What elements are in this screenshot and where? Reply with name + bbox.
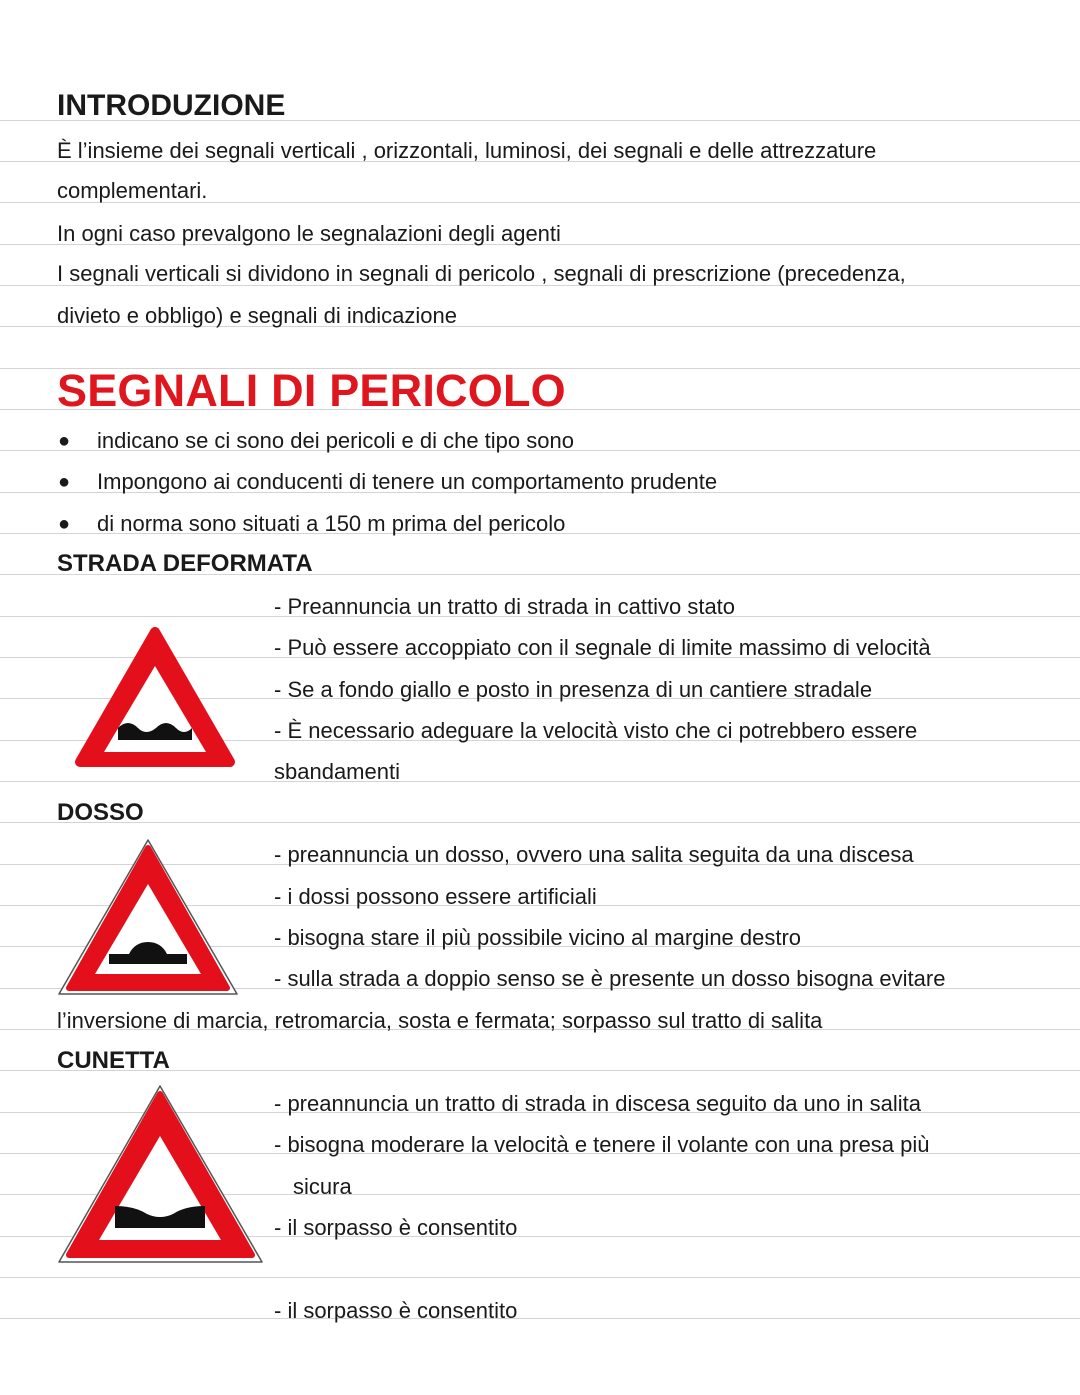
- cunetta-line: - il sorpasso è consentito: [274, 1298, 518, 1323]
- intro-line: complementari.: [57, 178, 208, 203]
- dosso-line: - preannuncia un dosso, ovvero una salita seguita da una discesa: [274, 842, 914, 867]
- danger-title: SEGNALI DI PERICOLO: [57, 365, 566, 416]
- cunetta-line: sicura: [293, 1174, 352, 1199]
- speed-bump-sign-icon: [55, 836, 241, 1000]
- strada-line: - Può essere accoppiato con il segnale di limite massimo di velocità: [274, 635, 931, 660]
- strada-line: - Preannuncia un tratto di strada in cattivo stato: [274, 594, 736, 619]
- strada-line: sbandamenti: [274, 759, 400, 784]
- dosso-line: - i dossi possono essere artificiali: [274, 884, 597, 909]
- ruled-line: [0, 1318, 1080, 1319]
- intro-line: In ogni caso prevalgono le segnalazioni degli agenti: [57, 221, 561, 246]
- intro-line: È l’insieme dei segnali verticali , orizzontali, luminosi, dei segnali e delle attrezzature: [57, 138, 877, 163]
- dosso-line: l’inversione di marcia, retromarcia, sosta e fermata; sorpasso sul tratto di salita: [57, 1008, 823, 1033]
- bullet-icon: ●: [58, 430, 71, 452]
- strada-line: - È necessario adeguare la velocità visto che ci potrebbero essere: [274, 718, 918, 743]
- intro-line: I segnali verticali si dividono in segnali di pericolo , segnali di prescrizione (precedenza,: [57, 261, 906, 286]
- intro-line: divieto e obbligo) e segnali di indicazione: [57, 303, 457, 328]
- danger-bullet: Impongono ai conducenti di tenere un comportamento prudente: [97, 469, 718, 494]
- bullet-icon: ●: [58, 513, 71, 535]
- dosso-line: - sulla strada a doppio senso se è presente un dosso bisogna evitare: [274, 966, 946, 991]
- cunetta-line: - preannuncia un tratto di strada in discesa seguito da uno in salita: [274, 1091, 921, 1116]
- cunetta-title: CUNETTA: [57, 1047, 170, 1074]
- strada-line: - Se a fondo giallo e posto in presenza di un cantiere stradale: [274, 677, 873, 702]
- ruled-line: [0, 781, 1080, 782]
- dosso-line: - bisogna stare il più possibile vicino al margine destro: [274, 925, 802, 950]
- intro-title: INTRODUZIONE: [57, 89, 286, 122]
- bumpy-road-sign-icon: [72, 624, 238, 770]
- strada-title: STRADA DEFORMATA: [57, 550, 313, 577]
- cunetta-line: - bisogna moderare la velocità e tenere il volante con una presa più: [274, 1132, 930, 1157]
- danger-bullet: di norma sono situati a 150 m prima del pericolo: [97, 511, 566, 536]
- dip-sign-icon: [55, 1082, 266, 1268]
- ruled-line: [0, 822, 1080, 823]
- ruled-line: [0, 1277, 1080, 1278]
- dosso-title: DOSSO: [57, 799, 144, 826]
- bullet-icon: ●: [58, 471, 71, 493]
- danger-bullet: indicano se ci sono dei pericoli e di che tipo sono: [97, 428, 574, 453]
- cunetta-line: - il sorpasso è consentito: [274, 1215, 518, 1240]
